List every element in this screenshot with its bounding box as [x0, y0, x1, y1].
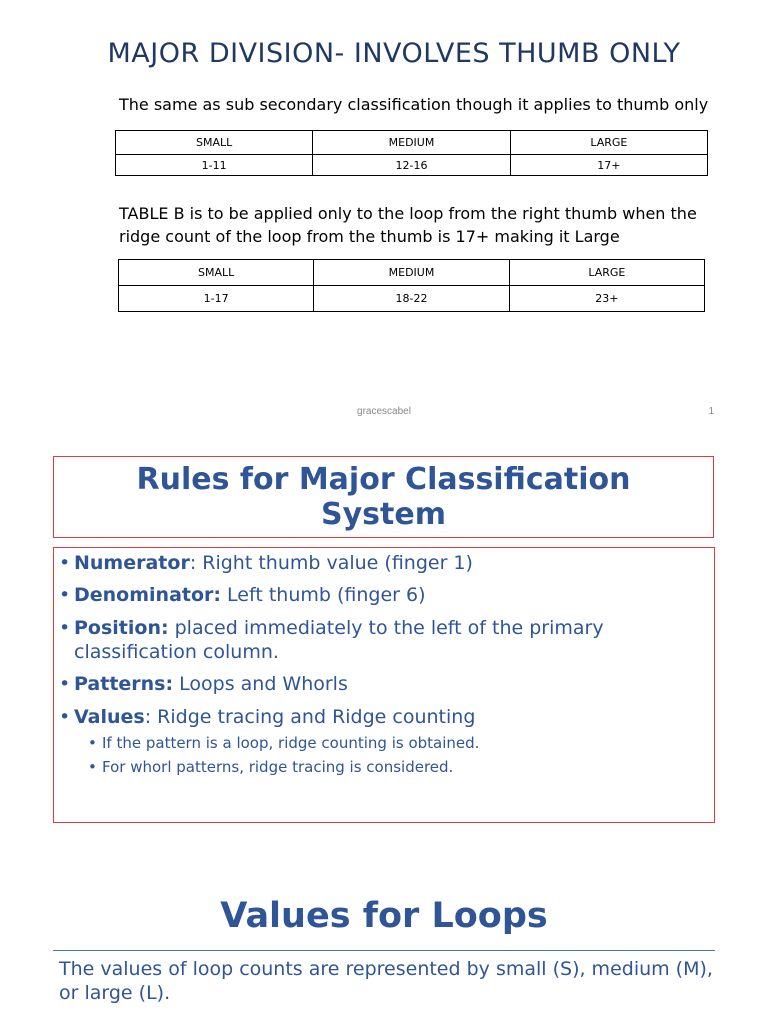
table-a-header-small: SMALL	[116, 131, 313, 155]
sub-bullet-loop	[88, 733, 688, 753]
bullet-values	[59, 705, 699, 729]
slide3-text: The values of loop counts are represented by small (S), medium (M), or large (L).	[59, 958, 713, 1004]
bullet-marker: •	[59, 673, 71, 695]
bullet-marker: •	[59, 552, 71, 574]
slide2-title-box	[53, 456, 714, 538]
table-a-value-large: 17+	[510, 155, 707, 176]
bullet-marker: •	[59, 617, 71, 639]
slide1-title: MAJOR DIVISION- INVOLVES THUMB ONLY	[107, 38, 681, 69]
table-b-header-medium: MEDIUM	[314, 260, 509, 286]
bullet-text: Ridge tracing and Ridge counting	[151, 706, 476, 728]
sub-bullet-marker: •	[88, 734, 97, 752]
table-b	[118, 259, 705, 312]
bullet-text: Loops and Whorls	[173, 673, 348, 695]
slide-page-number: 1	[708, 406, 714, 417]
bullet-numerator	[59, 551, 699, 575]
table-b-value-large: 23+	[509, 286, 704, 312]
bullet-text: Left thumb (finger 6)	[221, 584, 426, 606]
sub-bullet-text: If the pattern is a loop, ridge counting is obtained.	[102, 734, 480, 752]
bullet-term: Numerator	[74, 552, 190, 574]
table-b-header-large: LARGE	[509, 260, 704, 286]
bullet-text: Right thumb value (finger 1)	[196, 552, 473, 574]
slide2-title: Rules for Major Classification System	[136, 462, 631, 532]
table-b-value-small: 1-17	[119, 286, 314, 312]
slide3-title: Values for Loops	[220, 896, 548, 936]
sub-bullet-marker: •	[88, 758, 97, 776]
table-a	[115, 130, 708, 176]
sub-bullet-text: For whorl patterns, ridge tracing is considered.	[102, 758, 454, 776]
slide1-paragraph-1: The same as sub secondary classification though it applies to thumb only	[119, 95, 709, 114]
table-b-header-small: SMALL	[119, 260, 314, 286]
slide-footer-author: gracescabel	[357, 406, 411, 417]
bullet-separator: :	[144, 706, 152, 728]
table-a-header-large: LARGE	[510, 131, 707, 155]
bullet-separator: :	[189, 552, 197, 574]
bullet-position	[59, 616, 699, 664]
bullet-text: placed immediately to the left of the primary classification column.	[74, 617, 604, 663]
table-b-value-medium: 18-22	[314, 286, 509, 312]
bullet-marker: •	[59, 584, 71, 606]
bullet-marker: •	[59, 706, 71, 728]
table-a-header-medium: MEDIUM	[313, 131, 510, 155]
slide1-paragraph-2: TABLE B is to be applied only to the loop from the right thumb when the ridge count of the loop from the thumb is 17+ making it Large	[119, 204, 697, 246]
table-a-value-small: 1-11	[116, 155, 313, 176]
sub-bullet-whorl	[88, 757, 688, 777]
bullet-denominator	[59, 583, 699, 607]
table-a-value-medium: 12-16	[313, 155, 510, 176]
slide3-divider	[53, 950, 715, 951]
bullet-term: Denominator:	[74, 584, 221, 606]
bullet-term: Position:	[74, 617, 169, 639]
slide2-bullet-box	[53, 547, 715, 823]
bullet-patterns	[59, 672, 699, 696]
bullet-term: Patterns:	[74, 673, 174, 695]
bullet-term: Values	[74, 706, 145, 728]
